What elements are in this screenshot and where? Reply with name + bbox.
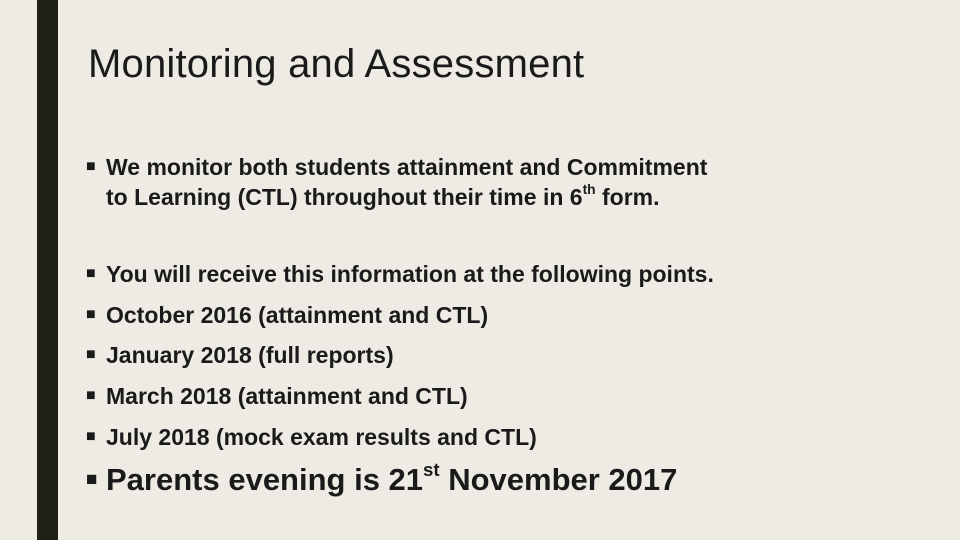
point-text: January 2018 (full reports) (106, 342, 394, 368)
point-text: March 2018 (attainment and CTL) (106, 383, 468, 409)
parents-sup: st (423, 458, 440, 480)
left-accent-bar (37, 0, 58, 540)
bullet-point-4 (86, 381, 468, 411)
bullet-marker-icon: ■ (86, 158, 96, 175)
bullet-parents-evening (86, 458, 678, 498)
parents-post: November 2017 (439, 462, 678, 497)
bullet-point-5 (86, 422, 537, 452)
parents-evening-text (106, 458, 678, 498)
intro-line-2-post: form. (595, 184, 660, 210)
intro-line-2-sup: th (582, 182, 596, 198)
point-text: October 2016 (attainment and CTL) (106, 302, 489, 328)
parents-pre: Parents evening is 21 (106, 462, 424, 497)
bullet-intro (86, 152, 707, 212)
bullet-marker-icon: ■ (86, 306, 96, 323)
bullet-marker-icon: ■ (86, 428, 96, 445)
intro-line-2-pre: to Learning (CTL) throughout their time in 6 (106, 184, 583, 210)
bullet-point-3 (86, 340, 394, 370)
bullet-marker-icon: ■ (86, 469, 98, 490)
bullet-point-2 (86, 300, 488, 330)
bullet-point-1 (86, 259, 714, 289)
bullet-intro-text (106, 152, 707, 212)
bullet-marker-icon: ■ (86, 265, 96, 282)
point-text: You will receive this information at the following points. (106, 261, 714, 287)
bullet-marker-icon: ■ (86, 346, 96, 363)
point-text: July 2018 (mock exam results and CTL) (106, 424, 537, 450)
intro-line-1: We monitor both students attainment and Commitment (106, 154, 708, 180)
slide-title: Monitoring and Assessment (88, 42, 585, 86)
bullet-marker-icon: ■ (86, 387, 96, 404)
